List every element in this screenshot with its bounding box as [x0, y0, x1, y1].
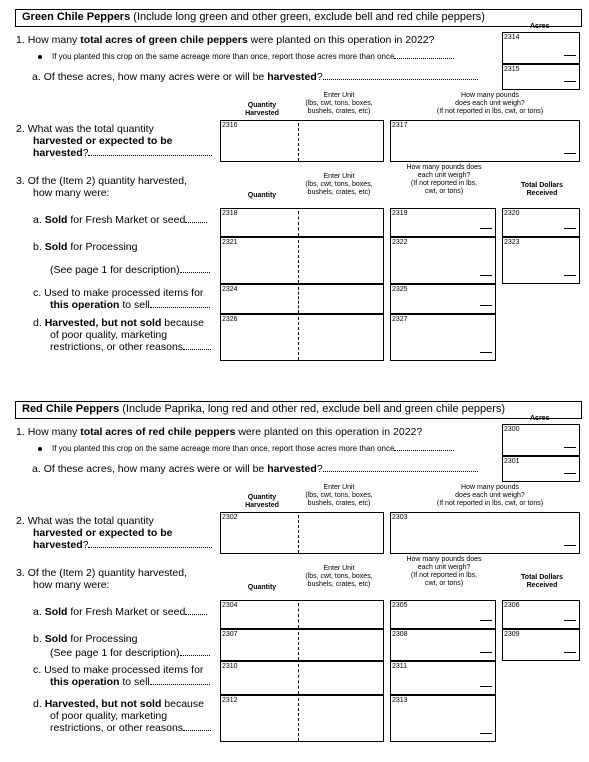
question-number: 2.	[16, 515, 25, 527]
q1a-text: ?	[316, 71, 323, 83]
item-code: 2312	[222, 697, 238, 704]
item-3b	[33, 241, 137, 253]
section-title: Red Chile Peppers	[22, 403, 120, 415]
question-number: 3.	[16, 175, 25, 187]
q1-text: How many	[27, 34, 81, 46]
item-letter: b.	[33, 633, 42, 645]
item-text: to sell	[119, 299, 150, 311]
item-code: 2311	[392, 663, 408, 670]
quantity-harvested-header: Quantity Harvested	[245, 102, 279, 117]
unit-divider	[298, 211, 299, 236]
decimal-line	[480, 652, 492, 653]
item-text: for Processing	[67, 633, 138, 645]
leader-dots	[323, 471, 478, 472]
pounds-input-a[interactable]	[390, 208, 496, 237]
item-code: 2310	[222, 663, 238, 670]
dollars-input-b[interactable]	[502, 237, 580, 284]
leader-dots	[183, 349, 211, 350]
unit-divider	[298, 515, 299, 553]
enter-unit-header: Enter Unit (lbs, cwt, tons, boxes, bushels, crates, etc)	[305, 484, 373, 507]
leader-dots	[185, 614, 207, 615]
quantity-harvested-header: Quantity Harvested	[245, 494, 279, 509]
total-dollars-header: Total Dollars Received	[521, 182, 563, 197]
item-code: 2306	[504, 602, 520, 609]
item-3b-note	[50, 647, 210, 659]
section-title: Green Chile Peppers	[22, 11, 131, 23]
decimal-line	[564, 153, 576, 154]
pounds-per-unit-header: How many pounds does each unit weigh? (If not reported in lbs, cwt, or tons)	[436, 484, 544, 507]
pounds-per-unit-header: How many pounds does each unit weigh? (If not reported in lbs, cwt, or tons)	[406, 164, 482, 195]
question-number: 3.	[16, 567, 25, 579]
acres-planted-input[interactable]	[502, 424, 580, 456]
pounds-input-b[interactable]	[390, 237, 496, 284]
item-3c	[33, 287, 203, 299]
q1a-text: Of these acres, how many acres were or will be	[43, 71, 268, 83]
item-bold: Sold	[44, 241, 68, 253]
item-letter: d.	[33, 698, 42, 710]
leader-dots	[150, 684, 210, 685]
decimal-line	[480, 275, 492, 276]
quantity-input-b[interactable]	[220, 629, 384, 661]
decimal-line	[480, 352, 492, 353]
question-letter: a.	[32, 463, 41, 475]
enter-unit-header: Enter Unit (lbs, cwt, tons, boxes, bushels, crates, etc)	[305, 92, 373, 115]
item-3b	[33, 633, 137, 645]
dollars-input-a[interactable]	[502, 600, 580, 629]
pounds-input-d[interactable]	[390, 314, 496, 361]
leader-dots	[88, 155, 212, 156]
pounds-input-b[interactable]	[390, 629, 496, 661]
item-code: 2309	[504, 631, 520, 638]
item-code: 2308	[392, 631, 408, 638]
quantity-input-a[interactable]	[220, 600, 384, 629]
red-section-header	[15, 401, 582, 419]
enter-unit-header: Enter Unit (lbs, cwt, tons, boxes, bushels, crates, etc)	[305, 173, 373, 196]
item-bold: Sold	[44, 214, 68, 226]
decimal-line	[480, 228, 492, 229]
item-code: 2313	[392, 697, 408, 704]
q1-bold: total acres of red chile peppers	[80, 426, 236, 438]
quantity-input-d[interactable]	[220, 314, 384, 361]
item-3a	[33, 214, 207, 226]
item-code: 2305	[392, 602, 408, 609]
decimal-line	[564, 545, 576, 546]
item-letter: b.	[33, 241, 42, 253]
enter-unit-header: Enter Unit (lbs, cwt, tons, boxes, bushels, crates, etc)	[305, 565, 373, 588]
item-text: because	[161, 317, 204, 329]
quantity-input-c[interactable]	[220, 284, 384, 314]
item-letter: d.	[33, 317, 42, 329]
q1-text: How many	[27, 426, 81, 438]
item-note: (See page 1 for description)	[50, 647, 180, 659]
unit-divider	[298, 698, 299, 741]
decimal-line	[564, 81, 576, 82]
dollars-input-b[interactable]	[502, 629, 580, 661]
q2-text: ?	[82, 147, 89, 159]
question-1a	[32, 463, 478, 475]
leader-dots	[394, 58, 454, 59]
q1a-text: ?	[316, 463, 323, 475]
q2-text: What was the total quantity	[27, 515, 154, 527]
item-3a	[33, 606, 207, 618]
q1-text: were planted on this operation in 2022?	[235, 426, 423, 438]
item-text: because	[161, 698, 204, 710]
pounds-input-a[interactable]	[390, 600, 496, 629]
quantity-input-d[interactable]	[220, 695, 384, 742]
acres-planted-input[interactable]	[502, 32, 580, 64]
q2-bold: harvested	[33, 147, 83, 159]
item-note: (See page 1 for description)	[50, 264, 180, 276]
item-3c-line2	[50, 299, 210, 311]
q1-note-text: If you planted this crop on the same acreage more than once, report those acres more than once	[52, 52, 395, 61]
item-code: 2324	[222, 286, 238, 293]
item-3d	[33, 317, 204, 329]
unit-divider	[298, 603, 299, 628]
decimal-line	[564, 228, 576, 229]
item-code: 2316	[222, 122, 238, 129]
leader-dots	[183, 730, 211, 731]
item-code: 2302	[222, 514, 238, 521]
item-code: 2300	[504, 426, 520, 433]
q2-bold: harvested	[33, 539, 83, 551]
question-number: 2.	[16, 123, 25, 135]
item-code: 2319	[392, 210, 408, 217]
quantity-input-a[interactable]	[220, 208, 384, 237]
q1-note-text: If you planted this crop on the same acreage more than once, report those acres more than once	[52, 444, 395, 453]
pounds-per-unit-header: How many pounds does each unit weigh? (If not reported in lbs, cwt, or tons)	[436, 92, 544, 115]
acres-header: Acres	[530, 415, 550, 422]
q2-bold: harvested or expected to be	[33, 527, 173, 539]
decimal-line	[480, 733, 492, 734]
pounds-input-c[interactable]	[390, 661, 496, 695]
item-code: 2325	[392, 286, 408, 293]
item-code: 2322	[392, 239, 408, 246]
quantity-input-b[interactable]	[220, 237, 384, 284]
unit-divider	[298, 632, 299, 660]
q3-text: Of the (Item 2) quantity harvested,	[27, 567, 188, 579]
item-letter: c.	[33, 664, 42, 676]
pounds-per-unit-input[interactable]	[390, 120, 580, 162]
item-3d-line2	[50, 329, 167, 341]
total-quantity-input[interactable]	[220, 120, 384, 162]
pounds-per-unit-input[interactable]	[390, 512, 580, 554]
item-text: restrictions, or other reasons	[50, 341, 184, 353]
unit-divider	[298, 287, 299, 313]
q1a-bold: harvested	[267, 463, 317, 475]
question-1	[16, 426, 422, 438]
dollars-input-a[interactable]	[502, 208, 580, 237]
q3-text: how many were:	[33, 187, 110, 199]
pounds-input-c[interactable]	[390, 284, 496, 314]
decimal-line	[564, 652, 576, 653]
acres-harvested-input[interactable]	[502, 64, 580, 90]
leader-dots	[150, 307, 210, 308]
item-text: restrictions, or other reasons	[50, 722, 184, 734]
item-3c	[33, 664, 203, 676]
q2-line3	[33, 539, 212, 551]
question-2	[16, 515, 154, 527]
unit-divider	[298, 240, 299, 283]
item-3d-line2	[50, 710, 167, 722]
leader-dots	[88, 547, 212, 548]
item-letter: a.	[33, 214, 42, 226]
question-number: 1.	[16, 426, 25, 438]
item-text: for Processing	[67, 241, 138, 253]
item-text: of poor quality, marketing	[50, 710, 168, 722]
q1-bold: total acres of green chile peppers	[80, 34, 248, 46]
item-text: to sell	[119, 676, 150, 688]
pounds-per-unit-header: How many pounds does each unit weigh? (If not reported in lbs, cwt, or tons)	[406, 556, 482, 587]
item-code: 2321	[222, 239, 238, 246]
item-text: for Fresh Market or seed	[67, 606, 186, 618]
unit-divider	[298, 317, 299, 360]
item-text: for Fresh Market or seed	[67, 214, 186, 226]
item-code: 2323	[504, 239, 520, 246]
item-bold: this operation	[50, 299, 120, 311]
item-code: 2307	[222, 631, 238, 638]
question-1	[16, 34, 435, 46]
item-text: Used to make processed items for	[44, 287, 204, 299]
q2-text: What was the total quantity	[27, 123, 154, 135]
pounds-input-d[interactable]	[390, 695, 496, 742]
bullet-icon	[38, 447, 42, 451]
item-bold: Sold	[44, 606, 68, 618]
q1-text: were planted on this operation in 2022?	[247, 34, 435, 46]
item-bold: Harvested, but not sold	[44, 698, 162, 710]
item-bold: Sold	[44, 633, 68, 645]
leader-dots	[185, 222, 207, 223]
question-letter: a.	[32, 71, 41, 83]
q2-bold: harvested or expected to be	[33, 135, 173, 147]
section-subtitle: (Include long green and other green, exclude bell and red chile peppers)	[130, 11, 485, 23]
decimal-line	[564, 473, 576, 474]
item-3b-note	[50, 264, 210, 276]
item-code: 2303	[392, 514, 408, 521]
q2-text: ?	[82, 539, 89, 551]
unit-divider	[298, 664, 299, 694]
quantity-header: Quantity	[247, 584, 277, 591]
item-letter: a.	[33, 606, 42, 618]
item-letter: c.	[33, 287, 42, 299]
question-1a	[32, 71, 478, 83]
total-quantity-input[interactable]	[220, 512, 384, 554]
item-code: 2317	[392, 122, 408, 129]
item-text: of poor quality, marketing	[50, 329, 168, 341]
q3-text: Of the (Item 2) quantity harvested,	[27, 175, 188, 187]
decimal-line	[564, 447, 576, 448]
item-3d	[33, 698, 204, 710]
quantity-header: Quantity	[247, 192, 277, 199]
item-3c-line2	[50, 676, 210, 688]
bullet-icon	[38, 55, 42, 59]
item-code: 2315	[504, 66, 520, 73]
green-section-header	[15, 9, 582, 27]
item-text: Used to make processed items for	[44, 664, 204, 676]
decimal-line	[480, 686, 492, 687]
question-3	[16, 175, 187, 187]
item-code: 2318	[222, 210, 238, 217]
leader-dots	[323, 79, 478, 80]
item-3d-line3	[50, 722, 211, 734]
item-3d-line3	[50, 341, 211, 353]
acres-harvested-input[interactable]	[502, 456, 580, 482]
q1a-bold: harvested	[267, 71, 317, 83]
question-number: 1.	[16, 34, 25, 46]
item-code: 2301	[504, 458, 520, 465]
q2-line3	[33, 147, 212, 159]
question-3	[16, 567, 187, 579]
item-code: 2304	[222, 602, 238, 609]
section-subtitle: (Include Paprika, long red and other red, exclude bell and green chile peppers)	[119, 403, 506, 415]
q3-text: how many were:	[33, 579, 110, 591]
quantity-input-c[interactable]	[220, 661, 384, 695]
decimal-line	[480, 305, 492, 306]
decimal-line	[564, 55, 576, 56]
total-dollars-header: Total Dollars Received	[521, 574, 563, 589]
item-code: 2314	[504, 34, 520, 41]
item-bold: this operation	[50, 676, 120, 688]
unit-divider	[298, 123, 299, 161]
question-2	[16, 123, 154, 135]
item-code: 2327	[392, 316, 408, 323]
q1-note	[52, 444, 499, 453]
decimal-line	[564, 620, 576, 621]
decimal-line	[480, 620, 492, 621]
q1-note	[52, 52, 499, 61]
leader-dots	[180, 272, 210, 273]
item-code: 2320	[504, 210, 520, 217]
q1a-text: Of these acres, how many acres were or will be	[43, 463, 268, 475]
acres-header: Acres	[530, 23, 550, 30]
item-code: 2326	[222, 316, 238, 323]
leader-dots	[180, 655, 210, 656]
decimal-line	[564, 275, 576, 276]
leader-dots	[394, 450, 454, 451]
item-bold: Harvested, but not sold	[44, 317, 162, 329]
